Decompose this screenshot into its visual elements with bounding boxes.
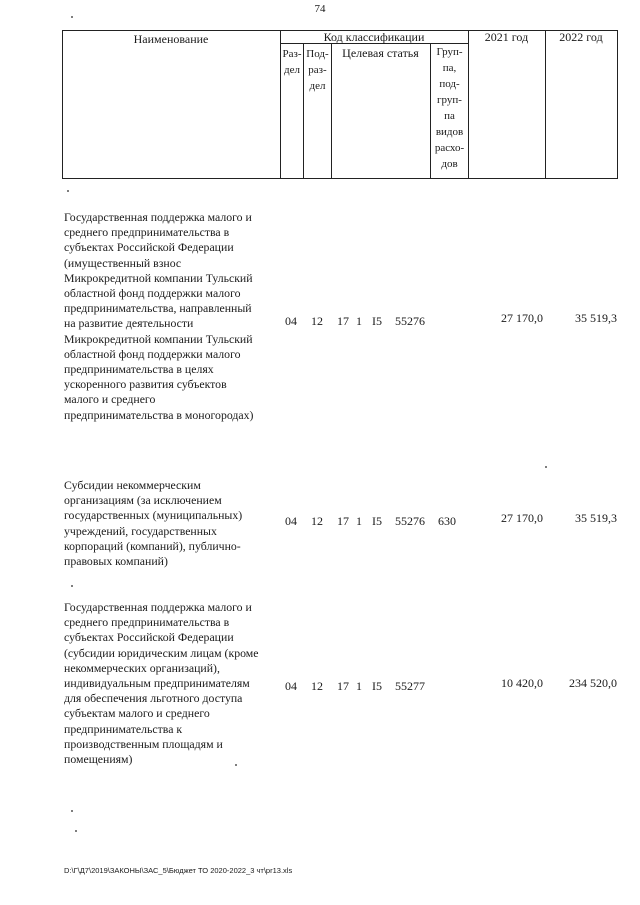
header-expense-group-line: па, [442, 62, 457, 74]
row-name-line: правовых компаний) [64, 554, 168, 569]
row-name-line: некоммерческих организаций), [64, 660, 220, 675]
header-target-article: Целевая статья [342, 46, 419, 60]
row-target-direction: 55276 [395, 514, 425, 528]
row-target-program: 17 [337, 679, 349, 693]
row-name-line: для обеспечения льготного доступа [64, 691, 243, 706]
row-subsection: 12 [311, 679, 323, 693]
header-section-line: дел [284, 64, 300, 76]
header-name: Наименование [133, 32, 209, 46]
row-amount-2022: 35 519,3 [575, 511, 617, 525]
row-name-line: (имущественный взнос [64, 255, 182, 270]
row-name-line: предпринимательства в целях [64, 362, 214, 377]
row-section: 04 [285, 514, 297, 528]
row-expense-type: 630 [438, 514, 456, 528]
header-expense-group-line: груп- [437, 94, 462, 106]
scan-speck [75, 830, 77, 832]
row-name-line: предпринимательства в моногородах) [64, 407, 254, 422]
scan-speck [235, 764, 237, 766]
row-name-line: субъектах Российской Федерации [64, 240, 234, 255]
row-amount-2021: 27 170,0 [501, 311, 543, 325]
row-name-line: субъектах Российской Федерации [64, 630, 234, 645]
row-name-line: малого и среднего [64, 392, 156, 407]
scan-speck [71, 585, 73, 587]
row-name-line: индивидуальным предпринимателям [64, 676, 250, 691]
footer-file-path: D:\Г\Д7\2019\ЗАКОНЫ\ЗАС_5\Бюджет ТО 2020-2022_3 чт\pr13.xls [64, 866, 293, 875]
header-expense-group [431, 44, 468, 172]
row-name-line: Субсидии некоммерческим [64, 478, 201, 492]
header-subsection [304, 46, 331, 94]
row-name-line: среднего предпринимательства в [64, 615, 230, 630]
header-expense-group-line: видов [435, 126, 464, 138]
header-expense-group-line: Груп- [436, 46, 463, 58]
header-section-line: Раз- [282, 48, 302, 60]
row-amount-2022: 35 519,3 [575, 311, 617, 325]
row-target-program: 17 [337, 514, 349, 528]
row-name-line: ускоренного развития субъектов [64, 377, 227, 392]
row-name-line: корпораций (компаний), публично- [64, 538, 241, 553]
row-amount-2021: 27 170,0 [501, 511, 543, 525]
header-year-2022: 2022 год [559, 30, 603, 44]
header-expense-group-line: расхо- [434, 142, 465, 154]
row-name [64, 478, 279, 569]
header-subsection-line: раз- [308, 64, 327, 76]
row-name-line: государственных (муниципальных) [64, 508, 243, 523]
scan-speck [67, 190, 69, 192]
row-section: 04 [285, 314, 297, 328]
row-name-line: Микрокредитной компании Тульский [64, 270, 253, 285]
row-name-line: на развитие деятельности [64, 316, 194, 331]
row-amount-2022: 234 520,0 [569, 676, 617, 690]
row-target-direction: 55277 [395, 679, 425, 693]
row-name-line: субъектам малого и среднего [64, 706, 210, 721]
row-target-subprogram: 1 [356, 314, 362, 328]
row-target-subprogram: 1 [356, 514, 362, 528]
row-name-line: организациям (за исключением [64, 493, 222, 508]
row-target-project: I5 [372, 314, 382, 328]
row-name-line: Государственная поддержка малого и [64, 210, 252, 224]
row-name-line: Микрокредитной компании Тульский [64, 331, 253, 346]
scan-speck [545, 466, 547, 468]
row-name-line: учреждений, государственных [64, 523, 217, 538]
row-target-subprogram: 1 [356, 679, 362, 693]
row-name-line: областной фонд поддержки малого [64, 286, 241, 301]
scan-speck [71, 810, 73, 812]
header-expense-group-line: дов [441, 158, 458, 170]
row-subsection: 12 [311, 314, 323, 328]
row-name-line: предпринимательства, направленный [64, 301, 252, 316]
header-expense-group-line: под- [439, 78, 460, 90]
row-target-direction: 55276 [395, 314, 425, 328]
row-name-line: Государственная поддержка малого и [64, 600, 252, 614]
header-subsection-line: Под- [306, 48, 329, 60]
row-amount-2021: 10 420,0 [501, 676, 543, 690]
header-section [281, 46, 303, 78]
row-name-line: предпринимательства к [64, 721, 183, 736]
header-classification-code: Код классификации [323, 30, 425, 44]
header-expense-group-line: па [444, 110, 455, 122]
row-name-line: областной фонд поддержки малого [64, 346, 241, 361]
row-name-line: среднего предпринимательства в [64, 225, 230, 240]
row-subsection: 12 [311, 514, 323, 528]
row-name [64, 600, 279, 767]
row-section: 04 [285, 679, 297, 693]
scan-speck [71, 16, 73, 18]
row-target-project: I5 [372, 514, 382, 528]
row-name-line: производственным площадям и [64, 736, 223, 751]
page-number: 74 [314, 3, 326, 15]
header-subsection-line: дел [309, 80, 326, 92]
row-name-line: (субсидии юридическим лицам (кроме [64, 645, 259, 660]
row-target-project: I5 [372, 679, 382, 693]
row-name [64, 210, 279, 423]
header-year-2021: 2021 год [484, 30, 529, 44]
row-target-program: 17 [337, 314, 349, 328]
row-name-line: помещениям) [64, 752, 133, 767]
